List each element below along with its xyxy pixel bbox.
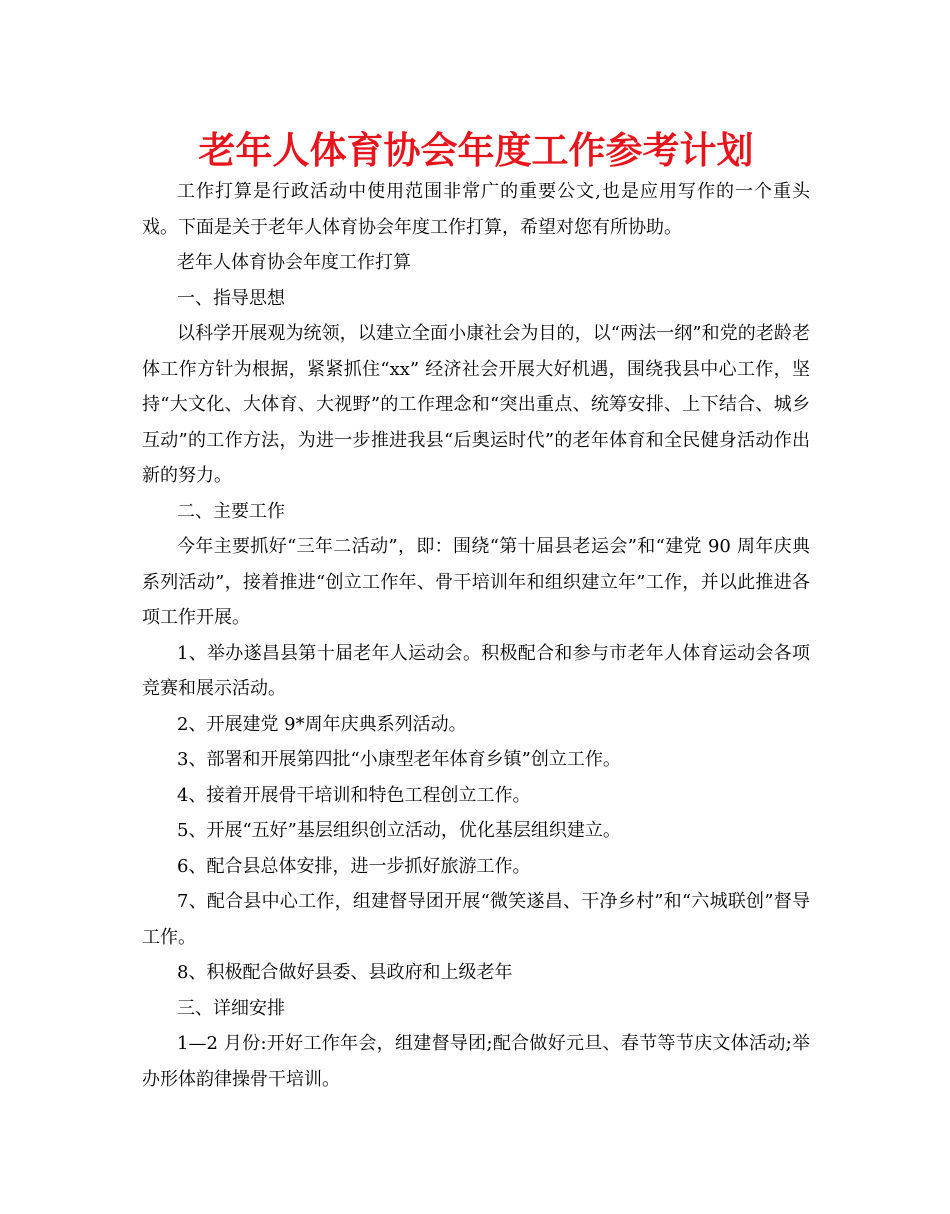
schedule-item: 1—2 月份:开好工作年会，组建督导团;配合做好元旦、春节等节庆文体活动;举办形体韵律操骨干培训。 bbox=[142, 1033, 810, 1090]
intro-paragraph: 工作打算是行政活动中使用范围非常广的重要公文,也是应用写作的一个重头戏。下面是关于老年人体育协会年度工作打算，希望对您有所协助。 bbox=[142, 181, 810, 238]
list-item: 5、开展“五好”基层组织创立活动，优化基层组织建立。 bbox=[177, 820, 621, 841]
main-work-paragraph: 今年主要抓好“三年二活动”，即：围绕“第十届县老运会”和“建党 90 周年庆典系列活动”，接着推进“创立工作年、骨干培训年和组织建立年”工作，并以此推进各项工作开展。 bbox=[142, 536, 810, 628]
list-item: 4、接着开展骨干培训和特色工程创立工作。 bbox=[177, 784, 531, 806]
list-item: 2、开展建党 9*周年庆典系列活动。 bbox=[177, 713, 467, 735]
document-body bbox=[142, 174, 810, 1097]
list-item: 7、配合县中心工作，组建督导团开展“微笑遂昌、干净乡村”和“六城联创”督导工作。 bbox=[142, 891, 810, 948]
document-title: 老年人体育协会年度工作参考计划 bbox=[198, 129, 754, 172]
list-item: 8、积极配合做好县委、县政府和上级老年 bbox=[177, 962, 513, 983]
list-item: 3、部署和开展第四批“小康型老年体育乡镇”创立工作。 bbox=[177, 749, 621, 770]
guiding-ideology-paragraph: 以科学开展观为统领，以建立全面小康社会为目的，以“两法一纲”和党的老龄老体工作方针为根据，紧紧抓住“xx” 经济社会开展大好机遇，围绕我县中心工作，坚持“大文化、大体育、大视野”的工作理念和“突出重点、统筹安排、上下结合、城乡互动”的工作方法，为进一步推进我县“后奥运时代”的老年体育和全民健身活动作出新的努力。 bbox=[142, 323, 810, 486]
list-item: 1、举办遂昌县第十届老年人运动会。积极配合和参与市老年人体育运动会各项竞赛和展示活动。 bbox=[142, 642, 810, 699]
section-heading-guiding-ideology: 一、指导思想 bbox=[177, 287, 285, 309]
section-heading-main-work: 二、主要工作 bbox=[177, 500, 285, 522]
list-item: 6、配合县总体安排，进一步抓好旅游工作。 bbox=[177, 855, 531, 877]
plan-subtitle: 老年人体育协会年度工作打算 bbox=[177, 252, 411, 273]
section-heading-detailed-arrangement: 三、详细安排 bbox=[177, 997, 285, 1019]
